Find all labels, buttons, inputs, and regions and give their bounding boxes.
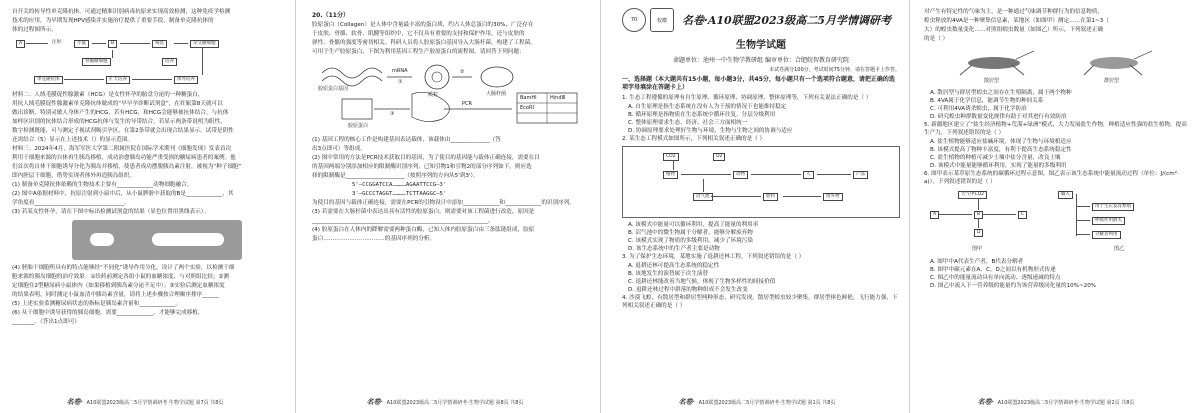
p7-m3: 材料三：2024年4月，海军军医大学第二附属医院在国际学术期刊《细胞发现》发表首次 <box>12 146 232 152</box>
p8-q: 的基因两端分别添加相应的限制酶识别序列，已知引物1和引物2的部分序列如下，则应选 <box>312 164 532 170</box>
strip-result-window <box>152 233 224 246</box>
node-atm: 大气中CO2 <box>958 191 987 199</box>
option: B. 该模式提高了物种丰富度，有利于提高生态系统稳定性 <box>930 147 1072 153</box>
primer-seq: 3'—GCCCTAGGT…………TCTTAAGGC—5' <box>352 191 447 197</box>
option: C. 退耕还林能改善当地气候，体现了生物多样性的间接价值 <box>628 279 776 285</box>
node-plant: 植物 <box>663 171 678 179</box>
fig-b-caption: 图乙 <box>1114 246 1125 252</box>
question-2: 2. 某生态工程模式如图所示，下列相关叙述正确的是（ ） <box>622 136 766 142</box>
p7-question: 学角度看________________________________。 <box>12 200 130 206</box>
option: D. 该生态系统中的生产者主要是动物 <box>628 246 720 252</box>
node-co2: CO2 <box>663 153 679 161</box>
label-step3: ③ <box>390 111 395 117</box>
p7-q4: 定细胞在2型糖尿病小鼠体内（如果移植到胰岛素分泌不足中）；③实验后测定血糖浓度 <box>12 283 225 289</box>
p7-m1: 数字检测既能，可与测定子视试剂吸引孕区，在第2条带就会出现合结果显示。试带是阴性 <box>12 128 234 134</box>
page-footer <box>608 397 906 407</box>
flow-hybridoma: 杂交瘤细胞 <box>190 40 219 48</box>
flow-myeloma: 骨髓瘤细胞 <box>82 58 111 66</box>
p7-q4: ________。（答出1点即可） <box>12 319 80 325</box>
p8-q: 蛋白……………………………的基因序列的分析。 <box>312 236 436 242</box>
label-product: 胶原蛋白 <box>348 123 369 129</box>
flow-detect: 体外培养 <box>174 76 198 84</box>
label-solitary: 散居型 <box>984 78 1000 84</box>
question-4: 4. 沙漠飞蝗，有散居型和群居型两种形态，研究发现，散居型蝗虫较少聚集，群居型体色鲜艳，飞行能力强，下列相关叙述正确的是（ ） <box>622 295 898 309</box>
strip-sample-well <box>90 233 114 246</box>
exam-meta: 命题单位：池州一中生物学教研组 编审单位：合肥皖智教育研究院 <box>673 57 849 64</box>
flow-mono: 单克隆抗体 <box>34 76 63 84</box>
test-strip-figure <box>72 220 242 260</box>
subject-title: 生物学试题 <box>736 40 786 51</box>
option: C. 该模式实现了物质的多级利用，减少了环境污染 <box>628 238 753 244</box>
p2-line: 蝗虫释放的4VA是一种聚集信息素，某地区（如图甲）测定……在第1~3（ <box>924 18 1109 24</box>
exam-title: A10联盟2023级高二5月学情调研考 <box>707 14 891 27</box>
flow-culture: 培养 <box>162 58 177 66</box>
label-step2: ② <box>460 69 465 75</box>
p7-m1: 还需结合（5）显示在上述技术（）的显示范围。 <box>12 137 134 143</box>
section-title: 一、选择题（本大题共有15小题，每小题3分，共45分，每小题只有一个选项符合题意，请把正确的选项字母填涂在答题卡上） <box>622 76 895 91</box>
anniversary-logo: 70 <box>622 8 646 32</box>
p7-m1: 用抗人绒毛膜促性腺激素单克隆抗体做成的“早早孕诊断试剂盒”，在妊娠第8天就可以 <box>12 101 223 107</box>
label-enzyme2: HindⅢ <box>550 95 565 101</box>
flow-mouse: 小鼠 <box>74 40 89 48</box>
p8-q: (2) 图中常用的方法是PCR技术获取目的基因，为了使目的基因能与载体正确连接，需要在目 <box>312 155 540 161</box>
p8-intro: 可用于生产胶原蛋白，下图为利用基因工程生产胶原蛋白的流程图。请回答下列问题： <box>312 49 525 55</box>
page-8 <box>298 0 592 413</box>
carbon-cycle-figures <box>924 189 1190 255</box>
option: B. 该地发生的演替属于次生演替 <box>628 271 709 277</box>
p8-q: 出3点即可）等组成。 <box>312 146 366 152</box>
p7-q4: (6) 从干细胞中诱导获得的胰岛细胞，需要_____________，才能够完成移植， <box>12 310 204 316</box>
eco-engineering-diagram <box>622 146 900 218</box>
page-1 <box>608 0 906 413</box>
p7-m1: 加样区识别的抗体结合形成的HCG抗体与发生的导带结合，若显示两条带说明为阳性， <box>12 119 226 125</box>
p7-q4: 的结果表明，同时测定小鼠血清中胰岛素含量，请将上述步骤按合理顺序排序______ <box>12 292 219 298</box>
exam-note: 本试卷满分100分，考试时间75分钟，请在答题卡上作答。 <box>769 67 900 73</box>
page-footer <box>0 397 290 407</box>
brand-mark: 名卷· <box>977 397 994 406</box>
option: A. 盐生植物能够适应盐碱环境，体现了生物与环境相适应 <box>930 139 1072 145</box>
brand-mark: 名卷· <box>678 397 695 406</box>
label-enzyme3: EcoRⅠ <box>520 105 534 111</box>
footer-text: A10联盟2023级高二5月学情调研考·生物学试题 第7页 共8页 <box>86 400 224 406</box>
option: C. 整体原理要求生态、经济、社会三方面相统一 <box>628 120 748 126</box>
p8-q: (4) 胶原蛋白在人体内的降解需要两种蛋白酶，已知人体内胶原蛋白由三条肽链组成，胶原 <box>312 227 535 233</box>
node-d: D <box>974 229 983 237</box>
p7-question: (1) 制备单克隆抗体依赖的生物技术主要有_____________动物细胞融合。 <box>12 182 193 188</box>
label-plasmid: 质粒 <box>428 92 439 98</box>
brand-mark: 名卷· <box>66 397 83 406</box>
p8-q: _______________________________________________________________。 <box>312 218 494 224</box>
p7-m1: 做出诊断，特别灵敏人身体产生的HCG，若有HCG，和HCG会能够被抗体结合，与抗体 <box>12 110 229 116</box>
p7-question: (3) 若某女性怀孕，请在下图中标出检测试剂盒的结果（显色位置用黑线表示）。 <box>12 209 210 215</box>
p7-q4: 胞来源的胰岛细胞的治疗效果：①给药前测定各组小鼠的血糖浓度，与对照组比较；②测 <box>12 274 229 280</box>
gene-engineering-diagram <box>312 59 584 133</box>
p7-line: 自开关的转导性单克隆抗体，可通过精准识别病毒抗原来实现高效检测，这种免疫学检测 <box>12 9 231 15</box>
node-product: 产品 <box>853 171 868 179</box>
p8-q: (3) 若需要在大肠杆菌中表达出具有活性的胶原蛋白，则需要对该工程菌进行改造，原因是 <box>312 209 535 215</box>
brand-mark: 名卷· <box>366 397 383 406</box>
option: A. 图甲中A代表生产者，B代表分解者 <box>930 259 1024 265</box>
p7-q4: (4) 胚胎干细胞所具有的特点能够经“不同化”诱导作用分化，设计了两个实验，以检测干细 <box>12 265 235 271</box>
page-divider <box>295 0 296 413</box>
option: D. 图乙中流入下一营养级的能量约为该营养级同化量的10%~20% <box>930 283 1097 289</box>
flow-cell-b: B <box>108 40 117 48</box>
p2-line: 对产生有特定性的气味为主，是一种通过气味调节种群行为的信息物质， <box>924 9 1104 15</box>
question-1: 1. 生态工程遵循的原理有自生原理、循环原理、协调原理、整体原理等，下列有关说法正确的是（ ） <box>622 95 872 101</box>
option: B. 循环原理是指物质在生态系统中循环往复，分层分级利用 <box>628 112 776 118</box>
option: D. 研究蝗虫种群数量变化规律有助于对其进行有效防治 <box>930 114 1067 120</box>
school-seal: 校徽 <box>650 8 674 32</box>
footer-text: A10联盟2023级高二5月学情调研考·生物学试题 第1页 共8页 <box>698 400 836 406</box>
option: B. 沼气池中的微生物属于分解者，能够分解废弃物 <box>628 230 753 236</box>
p2-line: 的是（ ） <box>924 36 949 42</box>
node-c: C <box>1018 211 1027 219</box>
option: D. 协调原理要求处理好生物与环境、生物与生物之间的协调与适应 <box>628 128 793 134</box>
p8-intro: 弹性、骨骼的强度等密切相关。科研人员将人胶原蛋白基因导入大肠杆菌，构建了工程菌， <box>312 40 536 46</box>
p7-m1: 材料二：人绒毛膜促性腺激素（HCG）是女性怀孕的胎盘分泌的一种糖蛋白， <box>12 92 204 98</box>
p7-q4: (5) 上述实验监测糖尿病状态的指标是胰岛素含量和_____________。 <box>12 301 182 307</box>
p8-q: (1) 基因工程的核心工作是构建基因表达载体，该载体由______________（答 <box>312 137 501 143</box>
page-divider <box>600 0 601 413</box>
question-6: 6. 图甲表示某草原生态系统的碳循环过程示意图，图乙表示该生态系统中能量流动过程（单位：J/(cm²·a)），下列叙述错误的是（ ） <box>924 171 1179 185</box>
option: D. 退耕还林过程中群落的物种组成不会发生改变 <box>628 287 748 293</box>
p7-line: 体的过程图所示。 <box>12 27 57 33</box>
option: C. 可利用4VA诱杀蝗虫，属于化学防治 <box>930 106 1027 112</box>
option: A. 该模式中能量可以循环利用，提高了能量的利用率 <box>628 222 759 228</box>
option: A. 退耕还林可提高生态系统的稳定性 <box>628 263 720 269</box>
exam-header <box>622 6 900 34</box>
question-3: 3. 为了保护生态环境，某地实施了退耕还林工程，下列叙述错误的是（ ） <box>622 254 805 260</box>
label-ecoli: 大肠杆菌 <box>486 91 507 97</box>
p7-line: 技术的应用，为早期发现HPV感染并实施治疗提供了重要手段，制备单克隆抗体的 <box>12 18 214 24</box>
page-divider <box>909 0 910 413</box>
option: C. 盐生植物的种植可减少土壤中盐分含量，改良土壤 <box>930 155 1061 161</box>
locust-figure <box>924 47 1190 85</box>
label-gregarious: 群居型 <box>1104 78 1120 84</box>
footer-text: A10联盟2023级高二5月学情调研考·生物学试题 第8页 共8页 <box>386 400 524 406</box>
p2-line: 大）的蝗虫数量变化……对照组蝗虫数量（如图乙）所示，下列叙述正确 <box>924 27 1104 33</box>
p8-intro: 胶原蛋白（Collagen）是人体中含量最丰富的蛋白质，约占人体总蛋白的30%，广泛存在 <box>312 22 534 28</box>
node-input: 输入 <box>1058 191 1073 199</box>
label-gene: 胶原蛋白基因 <box>318 86 349 92</box>
brand-mark: 名卷· <box>682 14 708 27</box>
option: C. 图乙中的能量流动具有单向流动、逐级递减的特点 <box>930 275 1061 281</box>
option: B. 4VA属于化学信息，能调节生物的种间关系 <box>930 98 1044 104</box>
label-pcr: PCR <box>462 101 472 107</box>
locust-svg <box>924 47 1190 77</box>
p7-m3: 即内胚层干细胞，借势实现者体外再造胰岛组织。 <box>12 173 136 179</box>
option: D. 该模式中能量能够循环利用，实现了能量的多级利用 <box>930 163 1067 169</box>
p8-q: 为使目的基因与载体正确连接，需要在PCR的引物设计中添加_____________和_____________的识别序列。 <box>312 200 575 206</box>
question-5: 5. 新疆地区建立了“盐生经济植物+荒漠+绿洲”模式，大力发展盐生作物，种植适应性强的盐生植物，提高生产力，下列叙述错误的是（ ） <box>924 122 1187 136</box>
antibody-flowchart <box>12 36 282 88</box>
page-2 <box>912 0 1200 413</box>
primer-seq: 5'—CCGGATCCA…………AGAATTCCG—3' <box>352 182 447 188</box>
node-b: B <box>974 211 983 219</box>
p8-intro: 于皮肤、骨骼、软骨、肌腱等组织中，它不仅具有重要的支持和保护作用，还与皮肤的 <box>312 31 525 37</box>
p8-q: 择的限制酶是_____________________（按照序列的方向从5'到3'）。 <box>312 173 479 179</box>
node-waste: 废弃物 <box>823 193 843 201</box>
node-o2: O2 <box>713 153 725 161</box>
node-decomp: 分解者利用 <box>1092 231 1121 239</box>
p7-question: (2) 图中A依据材料中，抗原注射到小鼠中后，从小鼠脾脏中获取的B是_____________，其 <box>12 191 234 197</box>
flow-expand: 扩大培养 <box>106 76 130 84</box>
label-mrna: mRNA <box>392 68 408 74</box>
node-animal: 动物 <box>733 171 748 179</box>
page-footer <box>912 397 1200 407</box>
flow-antigen: A <box>16 40 25 48</box>
node-fertilizer: 肥料 <box>763 193 778 201</box>
node-human: 人 <box>803 171 814 179</box>
node-biogas: 沼气池 <box>693 193 713 201</box>
node-resp: 呼吸作用散失 <box>1092 217 1125 225</box>
page-footer <box>298 397 592 407</box>
option: A. 散居型与群居型蝗虫之间存在生殖隔离，属于两个物种 <box>930 90 1072 96</box>
option: A. 自生原理是指生态系统在没有人为干预的情况下也能维持稳定 <box>628 104 787 110</box>
node-a: A <box>930 211 939 219</box>
question-number: 20.（11分） <box>312 12 349 19</box>
page-7 <box>0 0 290 413</box>
label-step1: ① <box>398 79 403 85</box>
p7-m3: 利用干细胞来源的自体再生胰岛移植，成功治愈胰岛功能严重受损的糖尿病患者的案例。他 <box>12 155 236 161</box>
flow-select: 筛选 <box>152 40 167 48</box>
node-growth: 用于生长发育繁殖 <box>1092 203 1134 211</box>
option: B. 图甲中碳元素在A、C、D之间以有机物形式传递 <box>930 267 1056 273</box>
label-enzyme1: BamHⅠ <box>520 95 537 101</box>
fig-a-caption: 图甲 <box>972 246 983 252</box>
flow-inject: 注射 <box>52 40 61 45</box>
footer-text: A10联盟2023级高二5月学情调研考·生物学试题 第2页 共8页 <box>997 400 1135 406</box>
p7-m3: 们首次将自体干细胞诱导分化为胰岛并移植，使患者成功摆脱胰岛素注射，被视为“种子细胞” <box>12 164 242 170</box>
